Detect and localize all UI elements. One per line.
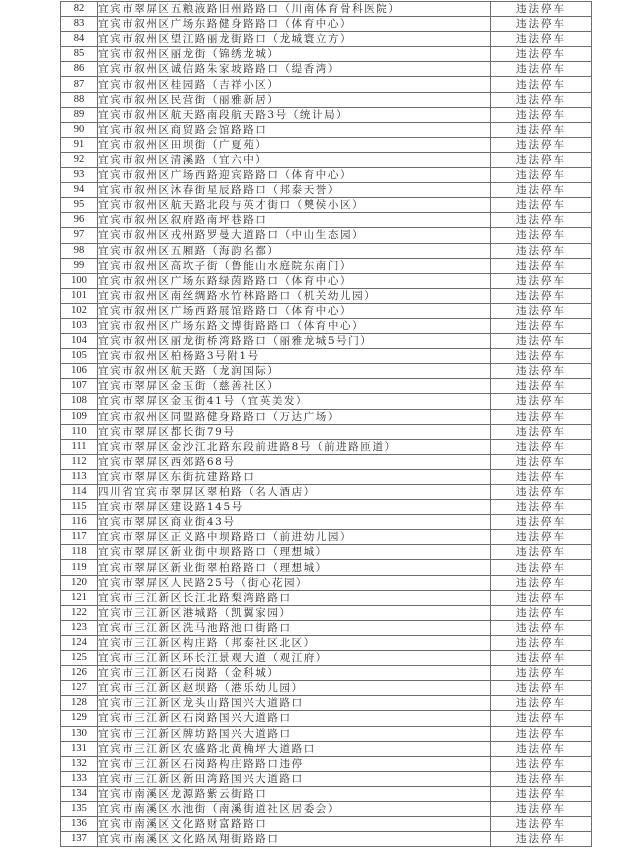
violation-type-cell: 违法停车	[491, 530, 592, 545]
violation-locations-table	[60, 1, 592, 847]
violation-type-cell: 违法停车	[491, 711, 592, 726]
row-number: 116	[61, 515, 98, 530]
table-row	[61, 424, 592, 439]
violation-type-cell: 违法停车	[491, 198, 592, 213]
violation-type-cell: 违法停车	[491, 832, 592, 847]
location-cell: 宜宾市三江新区新田湾路国兴大道路口	[98, 771, 491, 786]
table-row	[61, 17, 592, 32]
location-cell: 宜宾市翠屏区东街抗建路路口	[98, 469, 491, 484]
location-cell: 宜宾市叙州区南丝绸路水竹林路路口（机关幼儿园）	[98, 288, 491, 303]
row-number: 96	[61, 213, 98, 228]
violation-type-cell: 违法停车	[491, 122, 592, 137]
row-number: 127	[61, 681, 98, 696]
location-cell: 宜宾市三江新区石岗路（金科城）	[98, 666, 491, 681]
table-row	[61, 228, 592, 243]
violation-type-cell: 违法停车	[491, 500, 592, 515]
table-row	[61, 243, 592, 258]
table-row	[61, 485, 592, 500]
location-cell: 宜宾市叙州区田坝街（广夏苑）	[98, 137, 491, 152]
violation-type-cell: 违法停车	[491, 726, 592, 741]
violation-type-cell: 违法停车	[491, 439, 592, 454]
row-number: 104	[61, 334, 98, 349]
violation-type-cell: 违法停车	[491, 394, 592, 409]
location-cell: 宜宾市叙州区广场西路展馆路路口（体育中心）	[98, 303, 491, 318]
table-row	[61, 2, 592, 17]
violation-type-cell: 违法停车	[491, 364, 592, 379]
location-cell: 宜宾市三江新区长江北路梨湾路路口	[98, 590, 491, 605]
violation-type-cell: 违法停车	[491, 605, 592, 620]
row-number: 135	[61, 801, 98, 816]
violation-type-cell: 违法停车	[491, 17, 592, 32]
violation-type-cell: 违法停车	[491, 334, 592, 349]
table-row	[61, 379, 592, 394]
violation-type-cell: 违法停车	[491, 696, 592, 711]
location-cell: 宜宾市叙州区航天路南段航天路3号（统计局）	[98, 107, 491, 122]
row-number: 101	[61, 288, 98, 303]
row-number: 88	[61, 92, 98, 107]
violation-type-cell: 违法停车	[491, 409, 592, 424]
row-number: 109	[61, 409, 98, 424]
violation-type-cell: 违法停车	[491, 620, 592, 635]
row-number: 111	[61, 439, 98, 454]
table-row	[61, 47, 592, 62]
location-cell: 宜宾市叙州区航天路（龙润国际）	[98, 364, 491, 379]
table-row	[61, 726, 592, 741]
location-cell: 四川省宜宾市翠屏区翠柏路（名人酒店）	[98, 485, 491, 500]
table-row	[61, 32, 592, 47]
location-cell: 宜宾市叙州区沐春街星辰路路口（邦泰天誉）	[98, 183, 491, 198]
table-row	[61, 530, 592, 545]
violation-type-cell: 违法停车	[491, 379, 592, 394]
location-cell: 宜宾市叙州区广场东路文博街路路口（体育中心）	[98, 318, 491, 333]
location-cell: 宜宾市翠屏区金玉街（慈善社区）	[98, 379, 491, 394]
location-cell: 宜宾市叙州区叙府路南坪巷路口	[98, 213, 491, 228]
location-cell: 宜宾市叙州区五厢路（海韵名都）	[98, 243, 491, 258]
table-row	[61, 62, 592, 77]
violation-type-cell: 违法停车	[491, 485, 592, 500]
violation-type-cell: 违法停车	[491, 666, 592, 681]
location-cell: 宜宾市叙州区清溪路（宜六中）	[98, 152, 491, 167]
table-row	[61, 832, 592, 847]
violation-type-cell: 违法停车	[491, 786, 592, 801]
row-number: 128	[61, 696, 98, 711]
table-row	[61, 394, 592, 409]
violation-type-cell: 违法停车	[491, 651, 592, 666]
violation-type-cell: 违法停车	[491, 560, 592, 575]
violation-type-cell: 违法停车	[491, 349, 592, 364]
row-number: 122	[61, 605, 98, 620]
table-row	[61, 681, 592, 696]
location-cell: 宜宾市翠屏区西郊路68号	[98, 454, 491, 469]
table-row	[61, 454, 592, 469]
table-row	[61, 288, 592, 303]
violation-type-cell: 违法停车	[491, 681, 592, 696]
location-cell: 宜宾市翠屏区新业街中坝路路口（理想城）	[98, 545, 491, 560]
location-cell: 宜宾市叙州区丽龙街（锦绣龙城）	[98, 47, 491, 62]
row-number: 134	[61, 786, 98, 801]
row-number: 95	[61, 198, 98, 213]
location-cell: 宜宾市三江新区龙头山路国兴大道路口	[98, 696, 491, 711]
location-cell: 宜宾市叙州区柏杨路3号附1号	[98, 349, 491, 364]
location-cell: 宜宾市翠屏区商业街43号	[98, 515, 491, 530]
violation-type-cell: 违法停车	[491, 454, 592, 469]
location-cell: 宜宾市三江新区石岗路国兴大道路口	[98, 711, 491, 726]
violation-type-cell: 违法停车	[491, 273, 592, 288]
table-row	[61, 439, 592, 454]
row-number: 99	[61, 258, 98, 273]
row-number: 120	[61, 575, 98, 590]
table-row	[61, 786, 592, 801]
row-number: 114	[61, 485, 98, 500]
row-number: 126	[61, 666, 98, 681]
location-cell: 宜宾市翠屏区金沙江北路东段前进路8号（前进路匝道）	[98, 439, 491, 454]
violation-type-cell: 违法停车	[491, 303, 592, 318]
location-cell: 宜宾市叙州区广场东路绿茵路路口（体育中心）	[98, 273, 491, 288]
row-number: 92	[61, 152, 98, 167]
location-cell: 宜宾市叙州区高坎子街（鲁能山水庭院东南门）	[98, 258, 491, 273]
row-number: 133	[61, 771, 98, 786]
location-cell: 宜宾市南溪区文化路凤翔街路路口	[98, 832, 491, 847]
table-row	[61, 771, 592, 786]
table-row	[61, 575, 592, 590]
violation-type-cell: 违法停车	[491, 801, 592, 816]
table-row	[61, 77, 592, 92]
row-number: 107	[61, 379, 98, 394]
violation-type-cell: 违法停车	[491, 62, 592, 77]
row-number: 85	[61, 47, 98, 62]
table-row	[61, 711, 592, 726]
table-row	[61, 469, 592, 484]
table-row	[61, 334, 592, 349]
row-number: 97	[61, 228, 98, 243]
table-row	[61, 318, 592, 333]
violation-type-cell: 违法停车	[491, 183, 592, 198]
location-cell: 宜宾市南溪区文化路财富路路口	[98, 817, 491, 832]
row-number: 110	[61, 424, 98, 439]
table-row	[61, 364, 592, 379]
violation-type-cell: 违法停车	[491, 318, 592, 333]
table-row	[61, 92, 592, 107]
violation-type-cell: 违法停车	[491, 92, 592, 107]
location-cell: 宜宾市叙州区商贸路会馆路路口	[98, 122, 491, 137]
violation-type-cell: 违法停车	[491, 575, 592, 590]
table-row	[61, 666, 592, 681]
row-number: 89	[61, 107, 98, 122]
row-number: 136	[61, 817, 98, 832]
table-row	[61, 605, 592, 620]
violation-type-cell: 违法停车	[491, 424, 592, 439]
location-cell: 宜宾市翠屏区五粮液路旧州路路口（川南体育骨科医院）	[98, 2, 491, 17]
row-number: 131	[61, 741, 98, 756]
violation-type-cell: 违法停车	[491, 107, 592, 122]
table-row	[61, 122, 592, 137]
location-cell: 宜宾市翠屏区人民路25号（街心花园）	[98, 575, 491, 590]
row-number: 117	[61, 530, 98, 545]
row-number: 90	[61, 122, 98, 137]
violation-type-cell: 违法停车	[491, 515, 592, 530]
location-cell: 宜宾市三江新区洗马池路池口街路口	[98, 620, 491, 635]
table-row	[61, 635, 592, 650]
row-number: 108	[61, 394, 98, 409]
table-row	[61, 756, 592, 771]
row-number: 98	[61, 243, 98, 258]
violation-type-cell: 违法停车	[491, 817, 592, 832]
violation-type-cell: 违法停车	[491, 2, 592, 17]
location-cell: 宜宾市三江新区环长江景观大道（观江府）	[98, 651, 491, 666]
row-number: 86	[61, 62, 98, 77]
violation-type-cell: 违法停车	[491, 243, 592, 258]
row-number: 105	[61, 349, 98, 364]
table-row	[61, 107, 592, 122]
row-number: 130	[61, 726, 98, 741]
location-cell: 宜宾市南溪区龙源路紫云街路口	[98, 786, 491, 801]
violation-type-cell: 违法停车	[491, 137, 592, 152]
row-number: 100	[61, 273, 98, 288]
location-cell: 宜宾市叙州区诚信路朱家坡路路口（缇香湾）	[98, 62, 491, 77]
row-number: 137	[61, 832, 98, 847]
table-row	[61, 620, 592, 635]
location-cell: 宜宾市叙州区民营街（丽雅新居）	[98, 92, 491, 107]
table-row	[61, 560, 592, 575]
row-number: 83	[61, 17, 98, 32]
location-cell: 宜宾市翠屏区都长街79号	[98, 424, 491, 439]
violation-type-cell: 违法停车	[491, 741, 592, 756]
location-cell: 宜宾市三江新区石岗路构庄路路口违停	[98, 756, 491, 771]
violation-type-cell: 违法停车	[491, 47, 592, 62]
location-cell: 宜宾市叙州区航天路北段与英才街口（僰侯小区）	[98, 198, 491, 213]
location-cell: 宜宾市叙州区广场东路健身路路口（体育中心）	[98, 17, 491, 32]
row-number: 102	[61, 303, 98, 318]
table-row	[61, 741, 592, 756]
location-cell: 宜宾市翠屏区建设路145号	[98, 500, 491, 515]
violation-type-cell: 违法停车	[491, 77, 592, 92]
violation-type-cell: 违法停车	[491, 635, 592, 650]
row-number: 118	[61, 545, 98, 560]
row-number: 124	[61, 635, 98, 650]
row-number: 106	[61, 364, 98, 379]
row-number: 132	[61, 756, 98, 771]
row-number: 125	[61, 651, 98, 666]
table-row	[61, 198, 592, 213]
row-number: 115	[61, 500, 98, 515]
row-number: 129	[61, 711, 98, 726]
table-row	[61, 303, 592, 318]
row-number: 119	[61, 560, 98, 575]
table-row	[61, 801, 592, 816]
location-cell: 宜宾市叙州区同盟路健身路路口（万达广场）	[98, 409, 491, 424]
table-row	[61, 183, 592, 198]
violation-type-cell: 违法停车	[491, 168, 592, 183]
violation-type-cell: 违法停车	[491, 258, 592, 273]
table-row	[61, 515, 592, 530]
location-cell: 宜宾市三江新区农盛路北黄桷坪大道路口	[98, 741, 491, 756]
table-row	[61, 590, 592, 605]
row-number: 91	[61, 137, 98, 152]
violation-type-cell: 违法停车	[491, 213, 592, 228]
row-number: 113	[61, 469, 98, 484]
violation-type-cell: 违法停车	[491, 590, 592, 605]
table-body	[61, 2, 592, 847]
location-cell: 宜宾市叙州区桂园路（吉祥小区）	[98, 77, 491, 92]
table-row	[61, 651, 592, 666]
violation-type-cell: 违法停车	[491, 756, 592, 771]
table-row	[61, 168, 592, 183]
row-number: 84	[61, 32, 98, 47]
row-number: 103	[61, 318, 98, 333]
row-number: 112	[61, 454, 98, 469]
location-cell: 宜宾市翠屏区正义路中坝路路口（前进幼儿园）	[98, 530, 491, 545]
violation-type-cell: 违法停车	[491, 469, 592, 484]
row-number: 87	[61, 77, 98, 92]
row-number: 123	[61, 620, 98, 635]
location-cell: 宜宾市叙州区广场西路迎宾路路口（体育中心）	[98, 168, 491, 183]
violation-type-cell: 违法停车	[491, 771, 592, 786]
location-cell: 宜宾市三江新区牌坊路国兴大道路口	[98, 726, 491, 741]
row-number: 93	[61, 168, 98, 183]
violation-type-cell: 违法停车	[491, 152, 592, 167]
table-row	[61, 349, 592, 364]
location-cell: 宜宾市叙州区望江路丽龙街路口（龙城寰立方）	[98, 32, 491, 47]
table-row	[61, 500, 592, 515]
location-cell: 宜宾市南溪区水池街（南溪街道社区居委会）	[98, 801, 491, 816]
violation-type-cell: 违法停车	[491, 545, 592, 560]
table-row	[61, 817, 592, 832]
table-row	[61, 137, 592, 152]
row-number: 82	[61, 2, 98, 17]
table-row	[61, 213, 592, 228]
violation-type-cell: 违法停车	[491, 32, 592, 47]
location-cell: 宜宾市三江新区构庄路（邦泰社区北区）	[98, 635, 491, 650]
violation-type-cell: 违法停车	[491, 288, 592, 303]
table-row	[61, 696, 592, 711]
row-number: 121	[61, 590, 98, 605]
table-row	[61, 152, 592, 167]
location-cell: 宜宾市翠屏区新业街翠柏路路口（理想城）	[98, 560, 491, 575]
location-cell: 宜宾市叙州区丽龙街桥湾路路口（丽雅龙城5号门）	[98, 334, 491, 349]
location-cell: 宜宾市三江新区港城路（凯翼家园）	[98, 605, 491, 620]
table-row	[61, 409, 592, 424]
violation-type-cell: 违法停车	[491, 228, 592, 243]
table-row	[61, 545, 592, 560]
location-cell: 宜宾市三江新区赵坝路（港乐幼儿园）	[98, 681, 491, 696]
row-number: 94	[61, 183, 98, 198]
location-cell: 宜宾市翠屏区金玉街41号（宜英美发）	[98, 394, 491, 409]
table-row	[61, 273, 592, 288]
location-cell: 宜宾市叙州区戎州路罗曼大道路口（中山生态园）	[98, 228, 491, 243]
table-row	[61, 258, 592, 273]
